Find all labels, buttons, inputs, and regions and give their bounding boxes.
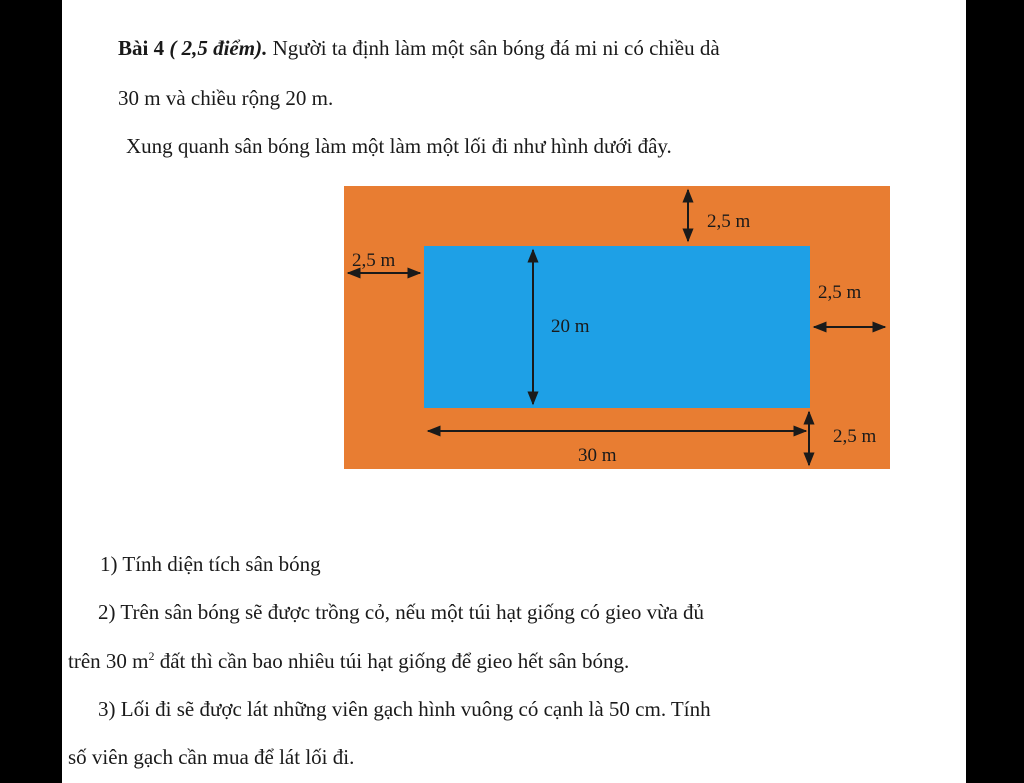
problem-title-label: Bài 4 [118, 36, 170, 60]
question-2-line2 [68, 650, 629, 672]
problem-intro-line1: Người ta định làm một sân bóng đá mi ni có chiều dà [267, 36, 720, 60]
question-2-line1: 2) Trên sân bóng sẽ được trồng cỏ, nếu một túi hạt giống có gieo vừa đủ [98, 600, 705, 624]
field-width-label: 20 m [551, 316, 590, 337]
bottom-width-label: 2,5 m [833, 426, 877, 447]
right-width-label: 2,5 m [818, 282, 862, 303]
left-width-label: 2,5 m [352, 250, 396, 271]
problem-title-line [118, 38, 720, 59]
football-field [424, 246, 810, 408]
problem-intro-line2: 30 m và chiều rộng 20 m. [118, 86, 334, 110]
problem-intro-line3: Xung quanh sân bóng làm một làm một lối đi như hình dưới đây. [126, 134, 672, 158]
question-2-superscript: 2 [148, 649, 155, 663]
problem-points: ( 2,5 điểm). [169, 36, 268, 60]
top-width-label: 2,5 m [707, 211, 751, 232]
question-3-line1: 3) Lối đi sẽ được lát những viên gạch hình vuông có cạnh là 50 cm. Tính [98, 697, 711, 721]
question-1: 1) Tính diện tích sân bóng [100, 552, 321, 576]
document-page [62, 0, 966, 783]
field-diagram [344, 186, 890, 469]
question-3-line2: số viên gạch cần mua để lát lối đi. [68, 745, 355, 769]
question-2-line2-post: đất thì cần bao nhiêu túi hạt giống để gieo hết sân bóng. [154, 649, 630, 673]
question-2-line2-pre: trên 30 m [68, 649, 149, 673]
field-length-label: 30 m [578, 445, 617, 466]
